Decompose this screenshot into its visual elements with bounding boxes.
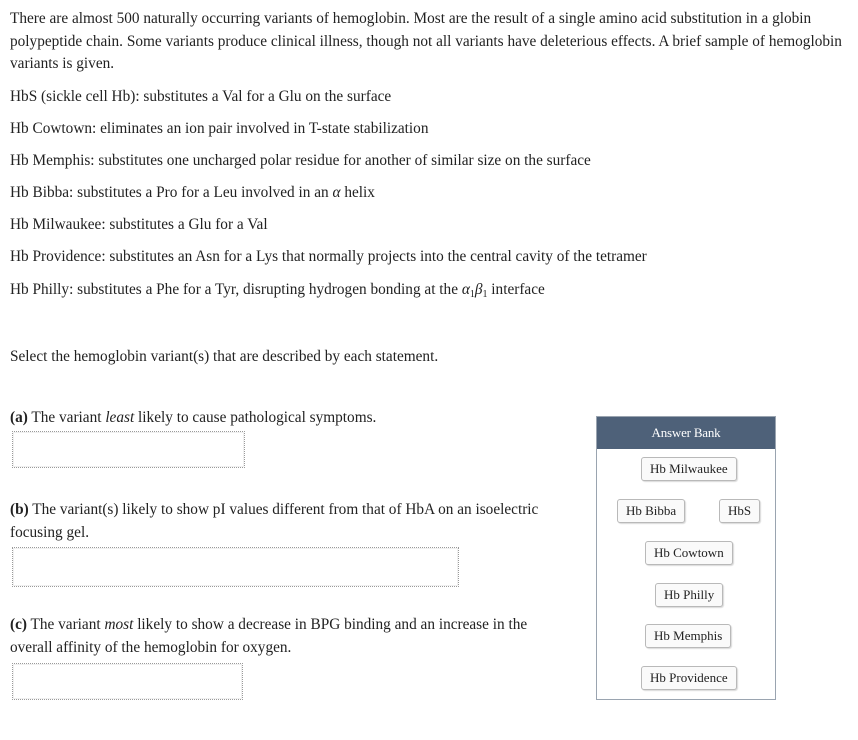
intro-paragraph: There are almost 500 naturally occurring variants of hemoglobin. Most are the result of a single amino acid substitution in a globin polypeptide chain. Some variants produce clinical illness, though not all variants have deleterious effects. A brief sample of hemoglobin variants is given. [10,10,842,72]
alpha-symbol: α [332,184,341,201]
variant-cowtown: Hb Cowtown: eliminates an ion pair involved in T-state stabilization [10,120,429,137]
variant-hbs: HbS (sickle cell Hb): substitutes a Val for a Glu on the surface [10,88,392,105]
alpha1-beta1-symbol: $\alpha_1\beta_1$ [461,281,488,300]
chip-hbs[interactable]: HbS [719,499,760,523]
chip-hb-milwaukee[interactable]: Hb Milwaukee [641,457,737,481]
question-c: (c) The variant most likely to show a decrease in BPG binding and an increase in the overall affinity of the hemoglobin for oxygen. [10,616,528,656]
variant-milwaukee: Hb Milwaukee: substitutes a Glu for a Val [10,216,268,233]
instruction-text: Select the hemoglobin variant(s) that are described by each statement. [10,348,439,365]
variant-providence: Hb Providence: substitutes an Asn for a Lys that normally projects into the central cavity of the tetramer [10,248,647,265]
question-a: (a) The variant least likely to cause pathological symptoms. [10,409,377,426]
variant-bibba: Hb Bibba: substitutes a Pro for a Leu involved in an α helix [10,184,375,201]
chip-hb-bibba[interactable]: Hb Bibba [617,499,685,523]
answer-dropzone-c[interactable] [12,663,243,700]
variant-memphis: Hb Memphis: substitutes one uncharged polar residue for another of similar size on the surface [10,152,591,169]
question-b: (b) The variant(s) likely to show pI values different from that of HbA on an isoelectric focusing gel. [10,501,539,541]
answer-dropzone-b[interactable] [12,547,459,587]
chip-hb-providence[interactable]: Hb Providence [641,666,737,690]
answer-dropzone-a[interactable] [12,431,245,468]
variant-philly: Hb Philly: substitutes a Phe for a Tyr, disrupting hydrogen bonding at the $\alpha_1\beta_1$ interface [10,281,545,300]
chip-hb-memphis[interactable]: Hb Memphis [645,624,731,648]
chip-hb-cowtown[interactable]: Hb Cowtown [645,541,733,565]
answer-bank-title: Answer Bank [597,417,775,449]
answer-bank [596,416,776,700]
chip-hb-philly[interactable]: Hb Philly [655,583,723,607]
